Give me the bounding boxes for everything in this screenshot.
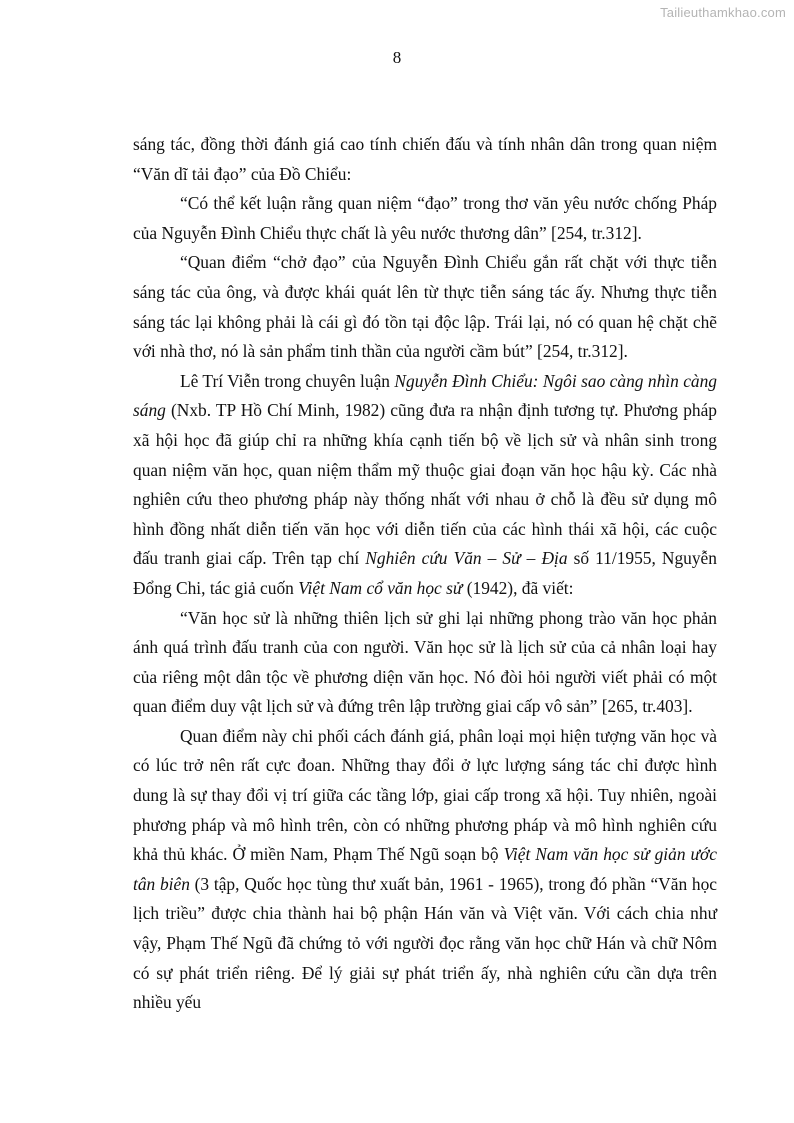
italic-title-text: Nghiên cứu Văn – Sử – Địa	[365, 548, 568, 569]
paragraph	[133, 248, 717, 366]
watermark: Tailieuthamkhao.com	[660, 5, 786, 20]
paragraph-text: Quan điểm này chi phối cách đánh giá, phân loại mọi hiện tượng văn học và có lúc trở nên rất cực đoan. Những thay đổi ở lực lượng sáng tác chỉ được hình dung là sự thay đổi vị trí giữa các tầng lớp, giai cấp trong xã hội. Tuy nhiên, ngoài phương pháp và mô hình trên, còn có những phương pháp và mô hình nghiên cứu khả thủ khác. Ở miền Nam, Phạm Thế Ngũ soạn bộ	[133, 725, 717, 865]
paragraph	[133, 189, 717, 248]
paragraph-text: (1942), đã viết:	[462, 577, 574, 598]
body-text	[133, 130, 717, 1018]
paragraph	[133, 722, 717, 1018]
paragraph	[133, 604, 717, 722]
paragraph-text: (3 tập, Quốc học tùng thư xuất bản, 1961 - 1965), trong đó phần “Văn học lịch triều” được chia thành hai bộ phận Hán văn và Việt văn. Với cách chia như vậy, Phạm Thế Ngũ đã chứng tỏ với người đọc rằng văn học chữ Hán và chữ Nôm có sự phát triển riêng. Để lý giải sự phát triển ấy, nhà nghiên cứu cần dựa trên nhiều yếu	[133, 873, 717, 1013]
italic-title-text: Việt Nam cổ văn học sử	[298, 577, 463, 598]
paragraph-text: “Có thể kết luận rằng quan niệm “đạo” trong thơ văn yêu nước chống Pháp của Nguyễn Đình Chiểu thực chất là yêu nước thương dân” [254, tr.312].	[133, 193, 717, 243]
paragraph-text: sáng tác, đồng thời đánh giá cao tính chiến đấu và tính nhân dân trong quan niệm “Văn dĩ tải đạo” của Đồ Chiểu:	[133, 134, 717, 184]
paragraph-text: số 11/1955, Nguyễn Đổng Chi, tác giả cuốn	[133, 548, 717, 598]
paragraph	[133, 130, 717, 189]
italic-title-text: Nguyễn Đình Chiểu: Ngôi sao càng nhìn càng sáng	[133, 370, 718, 421]
paragraph-text: Lê Trí Viễn trong chuyên luận	[180, 370, 395, 391]
paragraph-text: “Quan điểm “chở đạo” của Nguyễn Đình Chiểu gắn rất chặt với thực tiễn sáng tác của ông, và được khái quát lên từ thực tiễn sáng tác ấy. Nhưng thực tiễn sáng tác lại không phải là cái gì đó tồn tại độc lập. Trái lại, nó có quan hệ chặt chẽ với nhà thơ, nó là sản phẩm tinh thần của người cầm bút” [254, tr.312].	[133, 252, 717, 362]
page-number: 8	[392, 48, 402, 67]
paragraph-text: “Văn học sử là những thiên lịch sử ghi lại những phong trào văn học phản ánh quá trình đấu tranh của con người. Văn học sử là lịch sử của cả nhân loại hay của riêng một dân tộc về phương diện văn học. Nó đòi hỏi người viết phải có một quan điểm duy vật lịch sử và đứng trên lập trường giai cấp vô sản” [265, tr.403].	[133, 607, 717, 717]
italic-title-text: Việt Nam văn học sử giản ước tân biên	[133, 844, 718, 894]
paragraph	[133, 367, 717, 604]
paragraph-text: (Nxb. TP Hồ Chí Minh, 1982) cũng đưa ra nhận định tương tự. Phương pháp xã hội học đã giúp chỉ ra những khía cạnh tiến bộ về lịch sử và nhân sinh trong quan niệm văn học, quan niệm thẩm mỹ thuộc giai đoạn văn học hậu kỳ. Các nhà nghiên cứu theo phương pháp này thống nhất với nhau ở chỗ là đều sử dụng mô hình đồng nhất diễn tiến văn học với diễn tiến của các hình thái xã hội, các cuộc đấu tranh giai cấp. Trên tạp chí	[133, 400, 717, 569]
